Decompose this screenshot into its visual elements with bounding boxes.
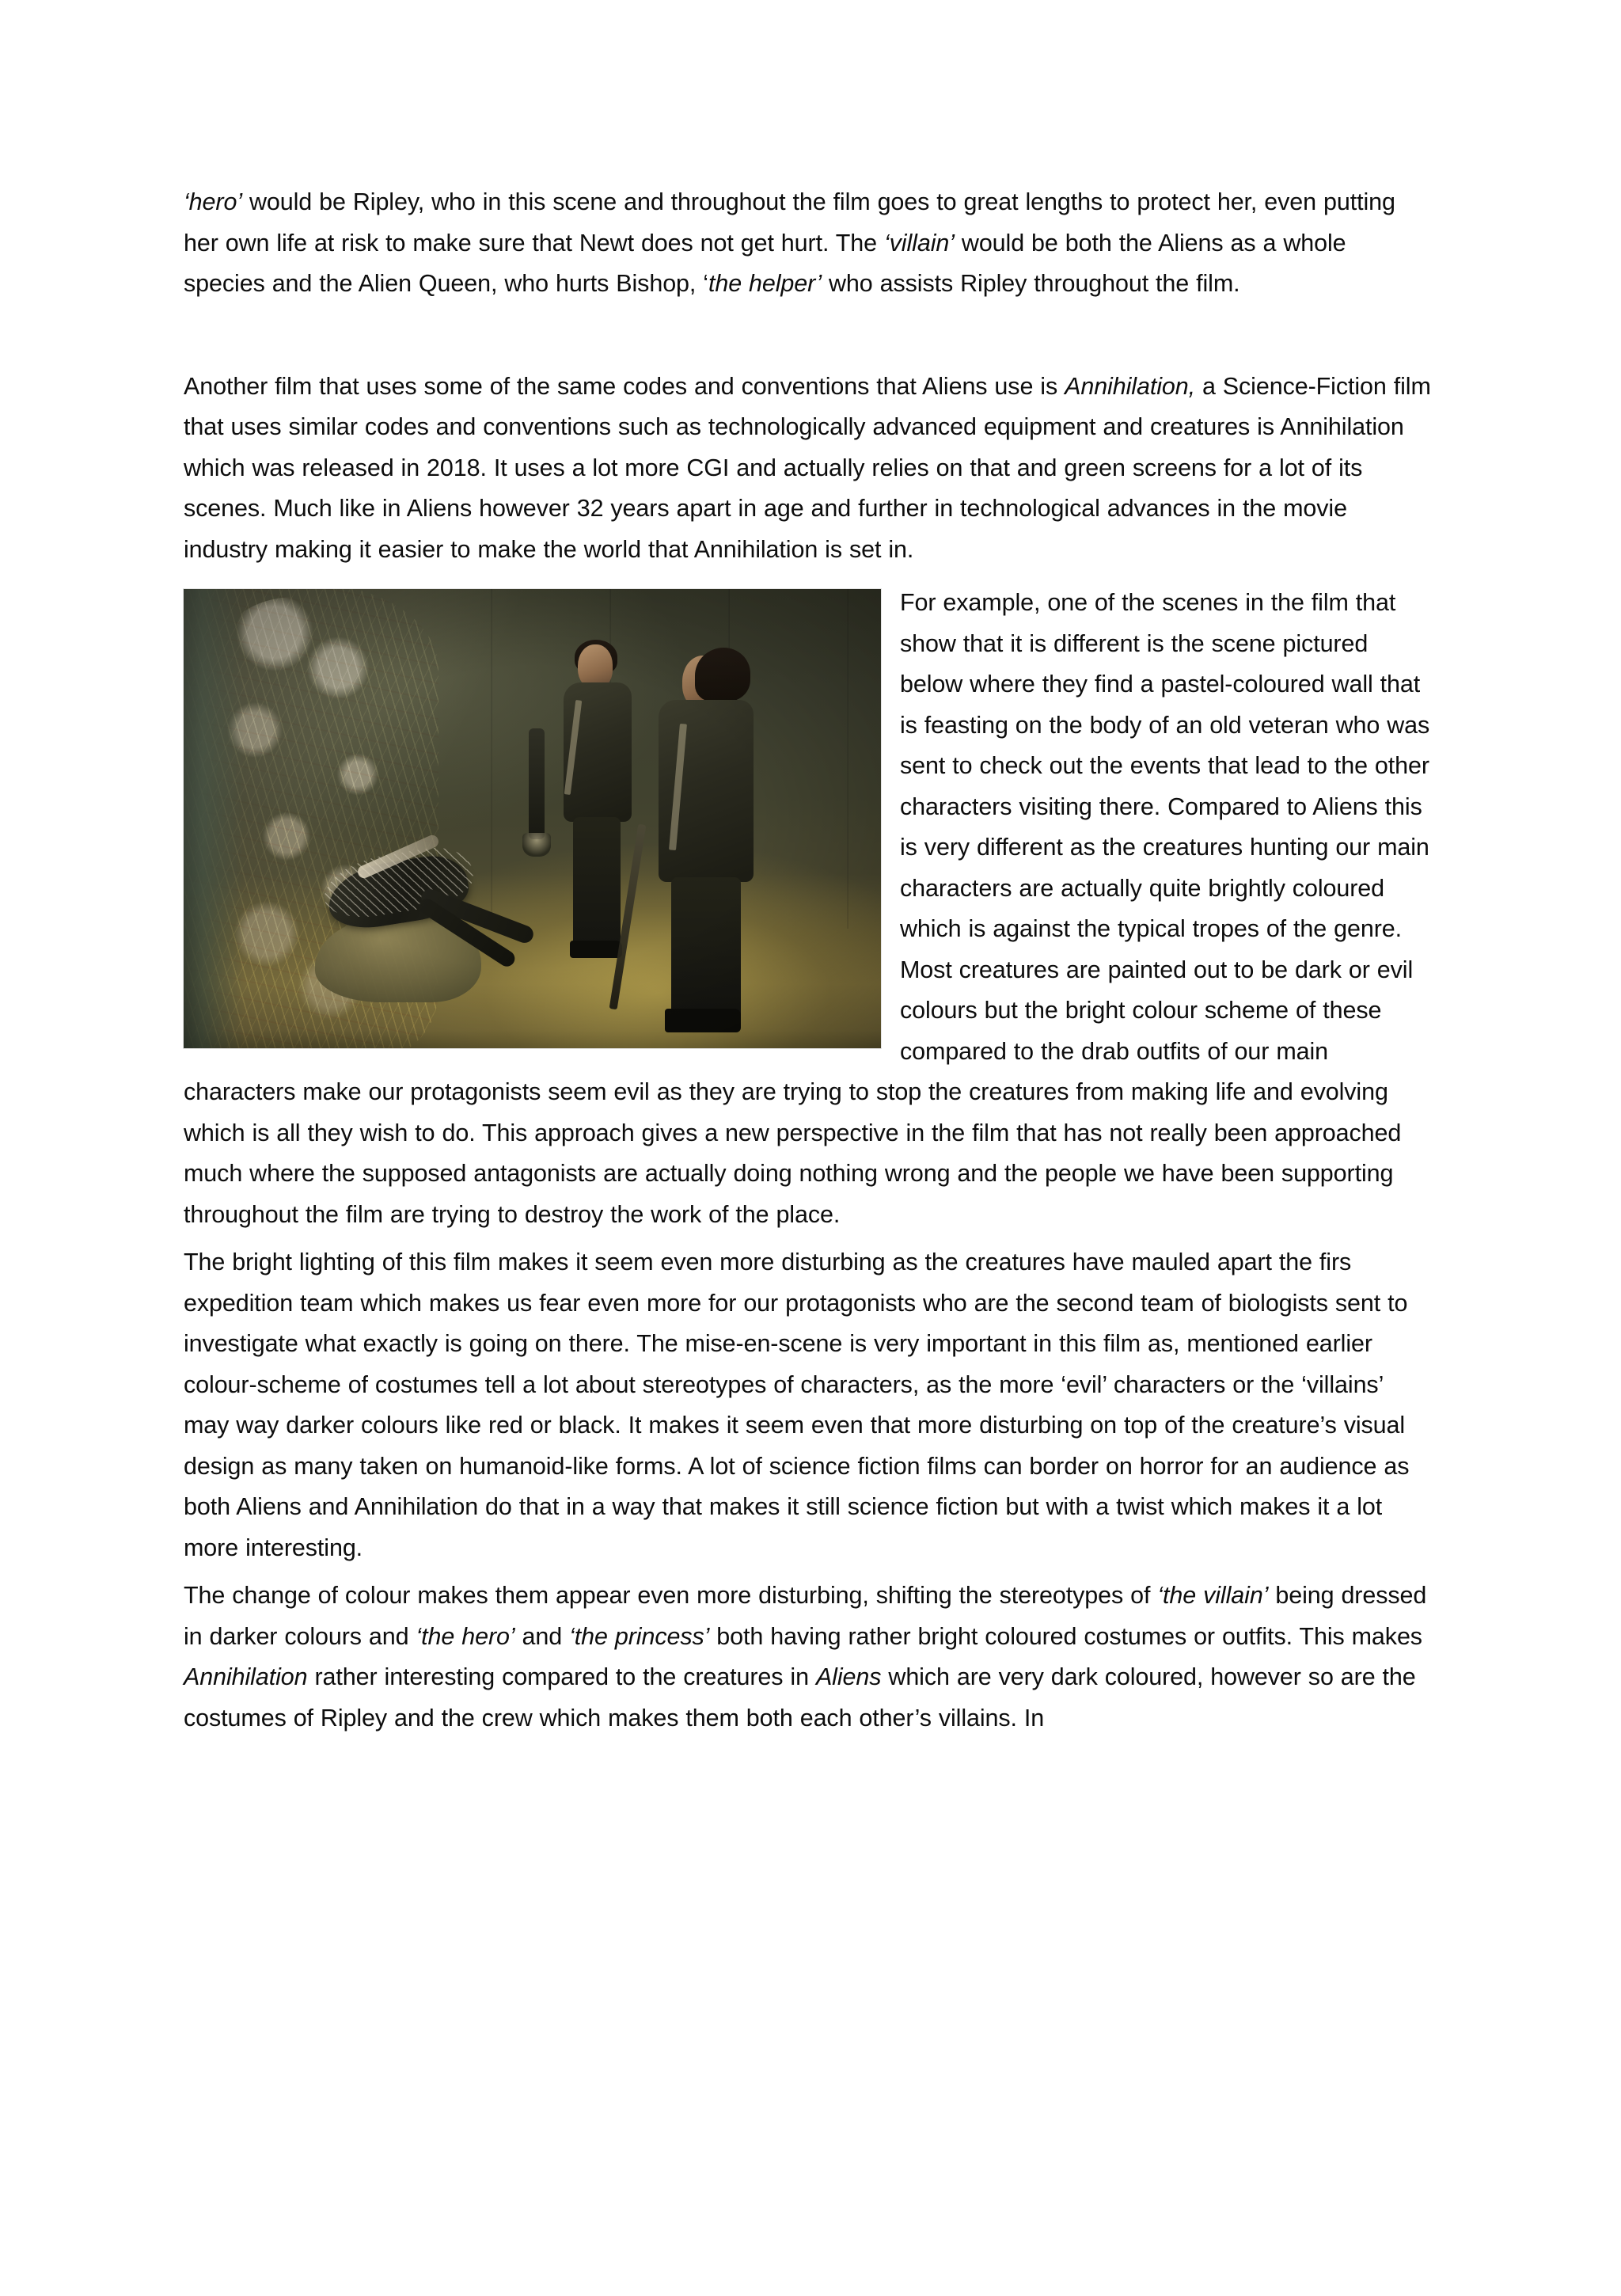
paragraph-scene-description: For example, one of the scenes in the film that show that it is different is the scene pictured below where they find a pastel-coloured wall that is feasting on the body of an old veteran who was sent to check out the events that lead to the other characters visiting there. Compared to Aliens this is very different as the creatures hunting our main characters are actually quite brightly coloured which is against the typical tropes of the genre. Most creatures are painted out to be dark or evil colours but the bright colour scheme of these compared to the drab outfits of our main characters make our protagonists seem evil as they are trying to stop the creatures from making life and evolving which is all they wish to do. This approach gives a new perspective in the film that has not really been approached much where the supposed antagonists are actually doing nothing wrong and the people we have been supporting throughout the film are trying to destroy the work of the place. (184, 589, 1430, 1228)
paragraph-spacer-2 (184, 570, 1433, 583)
still-figure-back-boots (570, 941, 622, 958)
paragraph-hero-villain (184, 182, 1433, 305)
paragraph-5-text-b: being dressed in darker colours and (184, 1582, 1427, 1650)
still-lamp-prop (529, 728, 545, 839)
paragraph-5-text-e: rather interesting compared to the creatures in (307, 1663, 816, 1690)
paragraph-change-of-colour (184, 1576, 1433, 1739)
paragraph-2-text-b: a Science-Fiction film that uses similar codes and conventions such as technologically advanced equipment and creatures is Annihilation which was released in 2018. It uses a lot more CGI and actually relies on that and green screens for a lot of its scenes. Much like in Aliens however 32 years apart in age and further in technological advances in the movie industry making it easier to make the world that Annihilation is set in. (184, 372, 1431, 563)
still-wall-moss-rim (184, 589, 244, 1048)
figure-container (184, 589, 881, 1048)
still-figure-background (557, 644, 660, 961)
paragraph-5-text-a: The change of colour makes them appear even more disturbing, shifting the stereotypes of (184, 1582, 1158, 1609)
term-the-helper: the helper’ (708, 270, 822, 297)
term-hero: ‘hero’ (184, 188, 242, 215)
paragraph-5-text-d: both having rather bright coloured costumes or outfits. This makes (709, 1622, 1422, 1650)
paragraph-spacer-4 (184, 1568, 1433, 1576)
title-annihilation-2: Annihilation (184, 1663, 308, 1690)
document-body (184, 182, 1433, 1739)
still-figure-back-legs (573, 817, 621, 952)
paragraph-1-text-b: would be both the Aliens as a whole species and the Alien Queen, who hurts Bishop, ‘ (184, 229, 1346, 297)
paragraph-1-text-c: who assists Ripley throughout the film. (822, 270, 1240, 297)
term-the-princess: ‘the princess’ (569, 1622, 710, 1650)
still-absorbed-body (323, 855, 560, 1005)
term-the-hero: ‘the hero’ (416, 1622, 515, 1650)
paragraph-spacer-1 (184, 305, 1433, 367)
still-figure-front-torso (659, 700, 754, 882)
term-the-villain: ‘the villain’ (1157, 1582, 1269, 1609)
paragraph-5-text-f: which are very dark coloured, however so are the costumes of Ripley and the crew which makes them both each other’s villains. In (184, 1663, 1416, 1732)
paragraph-1-text-a: would be Ripley, who in this scene and throughout the film goes to great lengths to protect her, even putting her own life at risk to make sure that Newt does not get hurt. The (184, 188, 1395, 257)
paragraph-2-text-a: Another film that uses some of the same codes and conventions that Aliens use is (184, 372, 1065, 400)
still-figure-front-legs (671, 877, 741, 1020)
still-figure-front-hair (695, 648, 750, 701)
figure-and-text-block (184, 583, 1433, 1235)
title-annihilation: Annihilation, (1065, 372, 1195, 400)
title-aliens: Aliens (815, 1663, 882, 1690)
paragraph-spacer-3 (184, 1235, 1433, 1242)
term-villain: ‘villain’ (883, 229, 955, 257)
still-figure-foreground (651, 651, 790, 1039)
still-figure-front-boots (665, 1009, 741, 1032)
annihilation-film-still (184, 589, 881, 1048)
paragraph-bright-lighting: The bright lighting of this film makes it seem even more disturbing as the creatures have mauled apart the firs expedition team which makes us fear even more for our protagonists who are the second team of biologists sent to investigate what exactly is going on there. The mise-en-scene is very important in this film as, mentioned earlier colour-scheme of costumes tell a lot about stereotypes of characters, as the more ‘evil’ characters or the ‘villains’ may way darker colours like red or black. It makes it seem even that more disturbing on top of the creature’s visual design as many taken on humanoid-like forms. A lot of science fiction films can border on horror for an audience as both Aliens and Annihilation do that in a way that makes it still science fiction but with a twist which makes it a lot more interesting. (184, 1249, 1410, 1561)
paragraph-5-text-c: and (514, 1622, 570, 1650)
paragraph-annihilation-intro (184, 367, 1433, 571)
